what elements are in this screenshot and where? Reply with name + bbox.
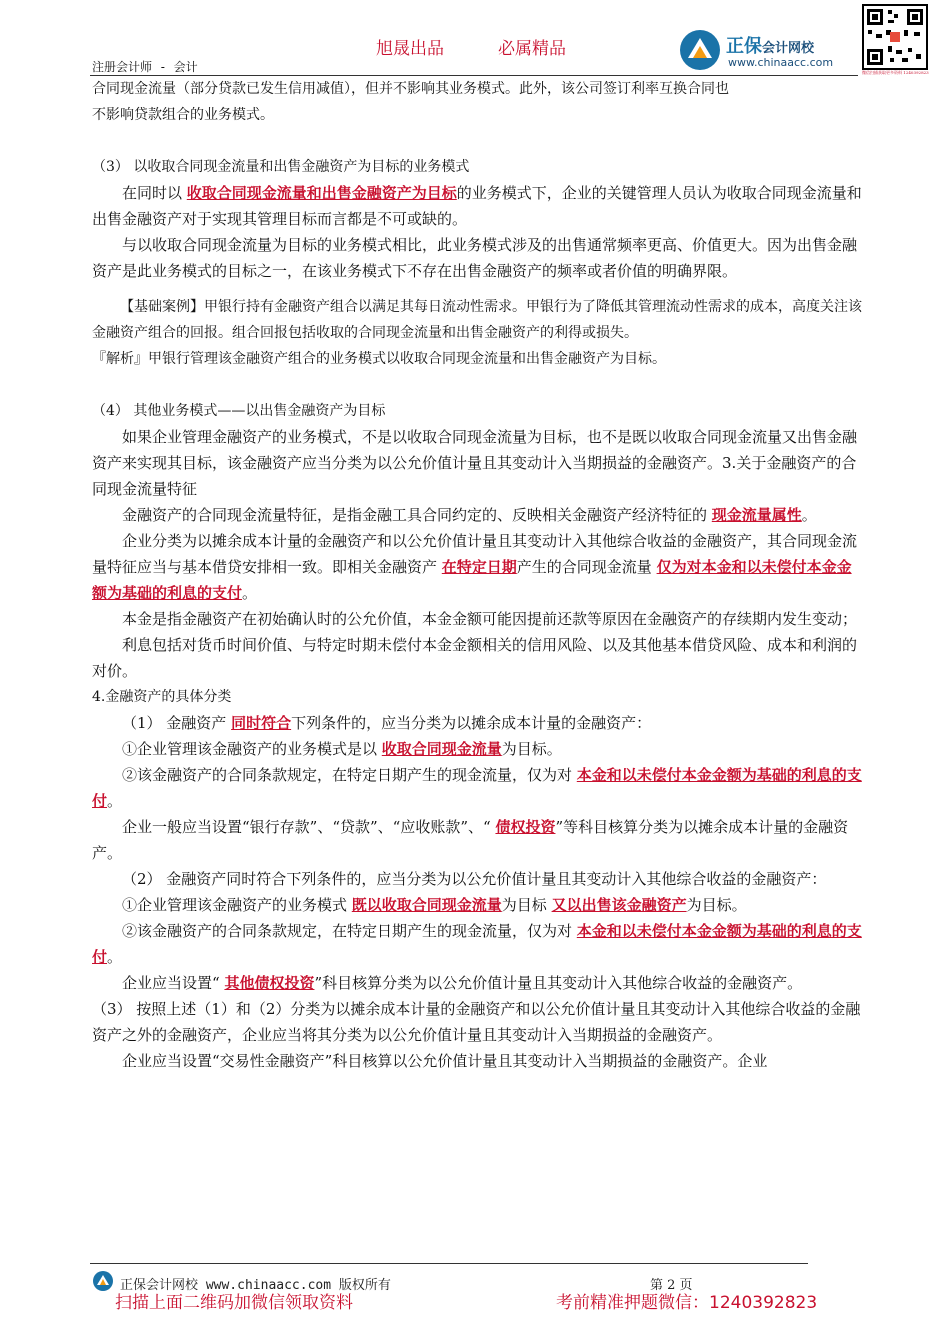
paragraph: 在同时以 收取合同现金流量和出售金融资产为目标的业务模式下，企业的关键管理人员认为收取合同现金流量和出售金融资产对于实现其管理目标而言都是不可或缺的。 xyxy=(92,184,862,228)
paragraph: 不影响贷款组合的业务模式。 xyxy=(92,107,274,123)
key-term: 同时符合 xyxy=(231,714,292,732)
paragraph: 与以收取合同现金流量为目标的业务模式相比，此业务模式涉及的出售通常频率更高、价值更大。因为出售金融资产是此业务模式的目标之一，在该业务模式下不存在出售金融资产的频率或者价值的明确界限。 xyxy=(92,236,858,280)
paragraph: 本金是指金融资产在初始确认时的公允价值，本金金额可能因提前还款等原因在金融资产的存续期内发生变动； xyxy=(122,610,858,628)
paragraph: （2） 金融资产同时符合下列条件的，应当分类为以公允价值计量且其变动计入其他综合收益的金融资产： xyxy=(122,870,827,888)
paragraph: 企业应当设置“ 其他债权投资”科目核算分类为以公允价值计量且其变动计入其他综合收益的金融资产。 xyxy=(122,974,803,992)
footer-divider xyxy=(90,1263,808,1264)
qr-code xyxy=(862,4,928,92)
brand-logo-url: www.chinaacc.com xyxy=(728,56,834,69)
footer-wechat-promo: 考前精准押题微信：1240392823 xyxy=(556,1293,818,1313)
paragraph: ①企业管理该金融资产的业务模式 既以收取合同现金流量为目标 又以出售该金融资产为目标。 xyxy=(122,896,747,914)
analysis-paragraph: 『解析』甲银行管理该金融资产组合的业务模式以收取合同现金流量和出售金融资产为目标。 xyxy=(92,351,666,367)
footer-copyright: 正保会计网校 www.chinaacc.com 版权所有 xyxy=(120,1278,391,1293)
qr-note: 微信扫描获取更多资料 1240392823 xyxy=(862,70,929,75)
key-term: 本金和以未偿付本金金额为基础的利息的支付 xyxy=(92,766,862,810)
paragraph: （1） 金融资产 同时符合下列条件的，应当分类为以摊余成本计量的金融资产： xyxy=(122,714,652,732)
header-promo-left: 旭晟出品 xyxy=(376,39,444,59)
paragraph: 合同现金流量（部分贷款已发生信用减值），但并不影响其业务模式。此外，该公司签订利率互换合同也 xyxy=(92,81,729,97)
section-heading: 4.金融资产的具体分类 xyxy=(92,689,232,705)
header-subject: 注册会计师 - 会计 xyxy=(92,60,198,74)
key-term: 既以收取合同现金流量 xyxy=(351,896,502,914)
footer-qr-promo: 扫描上面二维码加微信领取资料 xyxy=(115,1293,353,1313)
brand-logo-name: 正保会计网校 xyxy=(726,36,815,57)
paragraph: ①企业管理该金融资产的业务模式是以 收取合同现金流量为目标。 xyxy=(122,740,562,758)
paragraph: 金融资产的合同现金流量特征，是指金融工具合同约定的、反映相关金融资产经济特征的 现金流量属性。 xyxy=(122,506,817,524)
footer-logo-icon xyxy=(92,1270,114,1292)
paragraph: ②该金融资产的合同条款规定，在特定日期产生的现金流量，仅为对 本金和以未偿付本金金额为基础的利息的支付。 xyxy=(92,766,862,810)
paragraph: ②该金融资产的合同条款规定，在特定日期产生的现金流量，仅为对 本金和以未偿付本金金额为基础的利息的支付。 xyxy=(92,922,862,966)
paragraph: 企业一般应当设置“银行存款”、“贷款”、“应收账款”、“ 债权投资”等科目核算分类为以摊余成本计量的金融资产。 xyxy=(92,818,849,862)
key-term: 其他债权投资 xyxy=(224,974,315,992)
key-term: 在特定日期 xyxy=(441,558,517,576)
key-term: 仅为对本金和以未偿付本金金额为基础的利息的支付 xyxy=(92,558,852,602)
key-term: 债权投资 xyxy=(495,818,556,836)
paragraph: 企业分类为以摊余成本计量的金融资产和以公允价值计量且其变动计入其他综合收益的金融资产，其合同现金流量特征应当与基本借贷安排相一致。即相关金融资产 在特定日期产生的合同现金流量 仅为对本金和以未偿付本金金额为基础的利息的支付。 xyxy=(92,532,858,602)
case-paragraph: 【基础案例】甲银行持有金融资产组合以满足其每日流动性需求。甲银行为了降低其管理流动性需求的成本，高度关注该金融资产组合的回报。组合回报包括收取的合同现金流量和出售金融资产的利得或损失。 xyxy=(92,299,862,341)
key-term: 本金和以未偿付本金金额为基础的利息的支付 xyxy=(92,922,862,966)
section-heading: （4） 其他业务模式——以出售金融资产为目标 xyxy=(92,403,386,419)
key-term: 现金流量属性 xyxy=(711,506,802,524)
paragraph: 利息包括对货币时间价值、与特定时期未偿付本金金额相关的信用风险、以及其他基本借贷风险、成本和利润的对价。 xyxy=(92,636,858,680)
qr-code-icon xyxy=(862,4,928,70)
key-term: 收取合同现金流量和出售金融资产为目标 xyxy=(186,184,457,202)
page-number: 第 2 页 xyxy=(650,1278,693,1293)
key-term: 又以出售该金融资产 xyxy=(551,896,687,914)
paragraph: （3） 按照上述（1）和（2）分类为以摊余成本计量的金融资产和以公允价值计量且其变动计入其他综合收益的金融资产之外的金融资产，企业应当将其分类为以公允价值计量且其变动计入当期损益的金融资产。 xyxy=(92,1000,861,1044)
key-term: 收取合同现金流量 xyxy=(381,740,502,758)
paragraph: 如果企业管理金融资产的业务模式，不是以收取合同现金流量为目标，也不是既以收取合同现金流量又出售金融资产来实现其目标，该金融资产应当分类为以公允价值计量且其变动计入当期损益的金融资产。3.关于金融资产的合同现金流量特征 xyxy=(92,428,858,498)
paragraph: 企业应当设置“交易性金融资产”科目核算以公允价值计量且其变动计入当期损益的金融资产。企业 xyxy=(122,1052,768,1070)
header-promo-right: 必属精品 xyxy=(498,39,566,59)
document-body xyxy=(92,76,862,1074)
brand-logo[interactable] xyxy=(678,28,856,72)
section-heading: （3） 以收取合同现金流量和出售金融资产为目标的业务模式 xyxy=(92,159,470,175)
brand-logo-icon xyxy=(678,28,722,72)
